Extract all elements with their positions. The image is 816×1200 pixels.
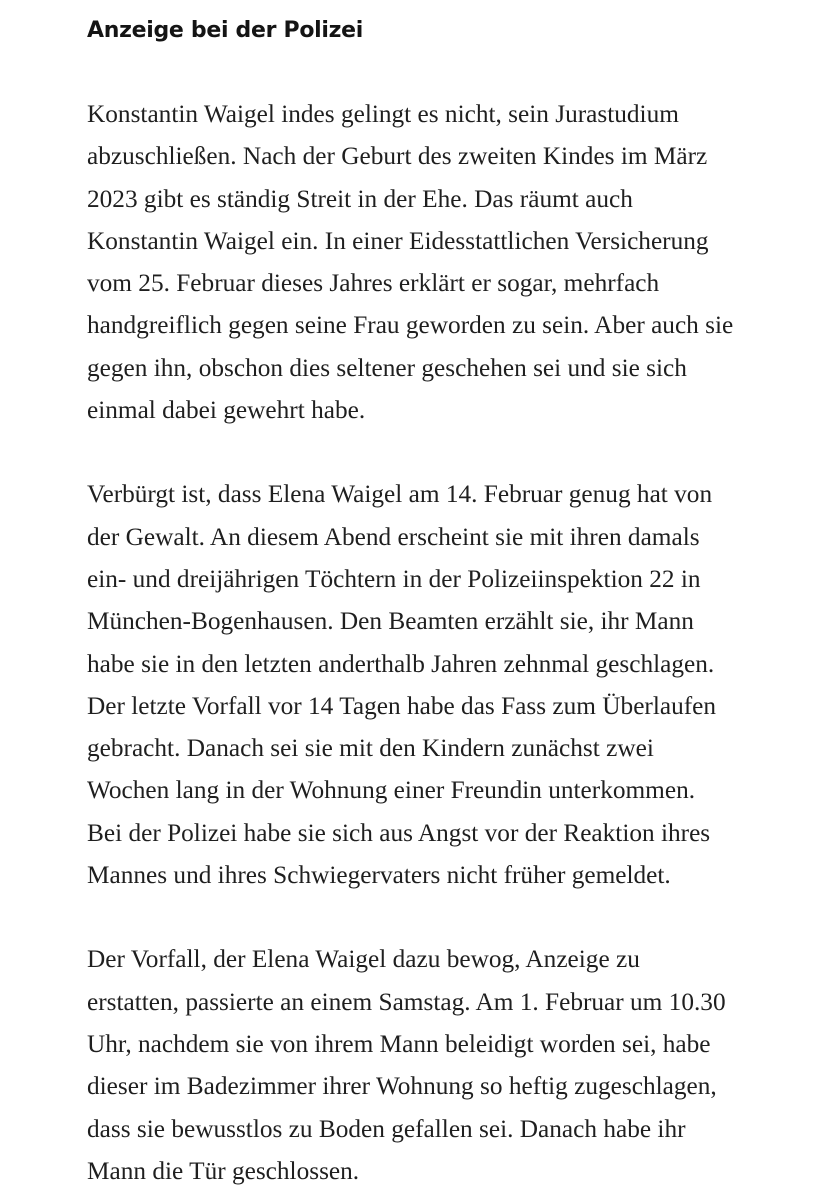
paragraph-line: einmal dabei gewehrt habe. [87, 396, 366, 425]
paragraph-3 [87, 938, 767, 1192]
paragraph-line: der Gewalt. An diesem Abend erscheint sie mit ihren damals [87, 522, 700, 551]
paragraph-line: habe sie in den letzten anderthalb Jahren zehnmal geschlagen. [87, 649, 715, 678]
paragraph-line: München-Bogenhausen. Den Beamten erzählt sie, ihr Mann [87, 607, 694, 636]
paragraph-line: Wochen lang in der Wohnung einer Freundin unterkommen. [87, 776, 696, 805]
paragraph-line: dass sie bewusstlos zu Boden gefallen sei. Danach habe ihr [87, 1114, 686, 1143]
paragraph-line: Der letzte Vorfall vor 14 Tagen habe das Fass zum Überlaufen [87, 691, 717, 720]
paragraph-line: dieser im Badezimmer ihrer Wohnung so heftig zugeschlagen, [87, 1072, 717, 1101]
paragraph-line: Uhr, nachdem sie von ihrem Mann beleidigt worden sei, habe [87, 1029, 711, 1058]
paragraph-line: 2023 gibt es ständig Streit in der Ehe. Das räumt auch [87, 184, 633, 213]
paragraph-1 [87, 93, 767, 431]
paragraph-line: Konstantin Waigel ein. In einer Eidesstattlichen Versicherung [87, 226, 709, 255]
paragraph-line: erstatten, passierte an einem Samstag. Am 1. Februar um 10.30 [87, 987, 726, 1016]
paragraph-2 [87, 473, 767, 896]
paragraph-line: handgreiflich gegen seine Frau geworden zu sein. Aber auch sie [87, 311, 734, 340]
paragraph-line: ein- und dreijährigen Töchtern in der Polizeiinspektion 22 in [87, 564, 701, 593]
paragraph-line: gebracht. Danach sei sie mit den Kindern zunächst zwei [87, 734, 654, 763]
paragraph-line: Mann die Tür geschlossen. [87, 1156, 360, 1185]
paragraph-line: gegen ihn, obschon dies seltener geschehen sei und sie sich [87, 353, 687, 382]
paragraph-line: vom 25. Februar dieses Jahres erklärt er sogar, mehrfach [87, 269, 660, 298]
paragraph-line: Konstantin Waigel indes gelingt es nicht, sein Jurastudium [87, 100, 679, 128]
paragraph-line: Der Vorfall, der Elena Waigel dazu bewog, Anzeige zu [87, 945, 640, 974]
paragraph-line: Bei der Polizei habe sie sich aus Angst vor der Reaktion ihres [87, 818, 711, 847]
paragraph-line: Mannes und ihres Schwiegervaters nicht früher gemeldet. [87, 861, 671, 890]
article-body [87, 0, 767, 1192]
section-heading: Anzeige bei der Polizei [87, 18, 364, 43]
paragraph-line: abzuschließen. Nach der Geburt des zweiten Kindes im März [87, 142, 708, 171]
paragraph-line: Verbürgt ist, dass Elena Waigel am 14. Februar genug hat von [87, 480, 713, 509]
